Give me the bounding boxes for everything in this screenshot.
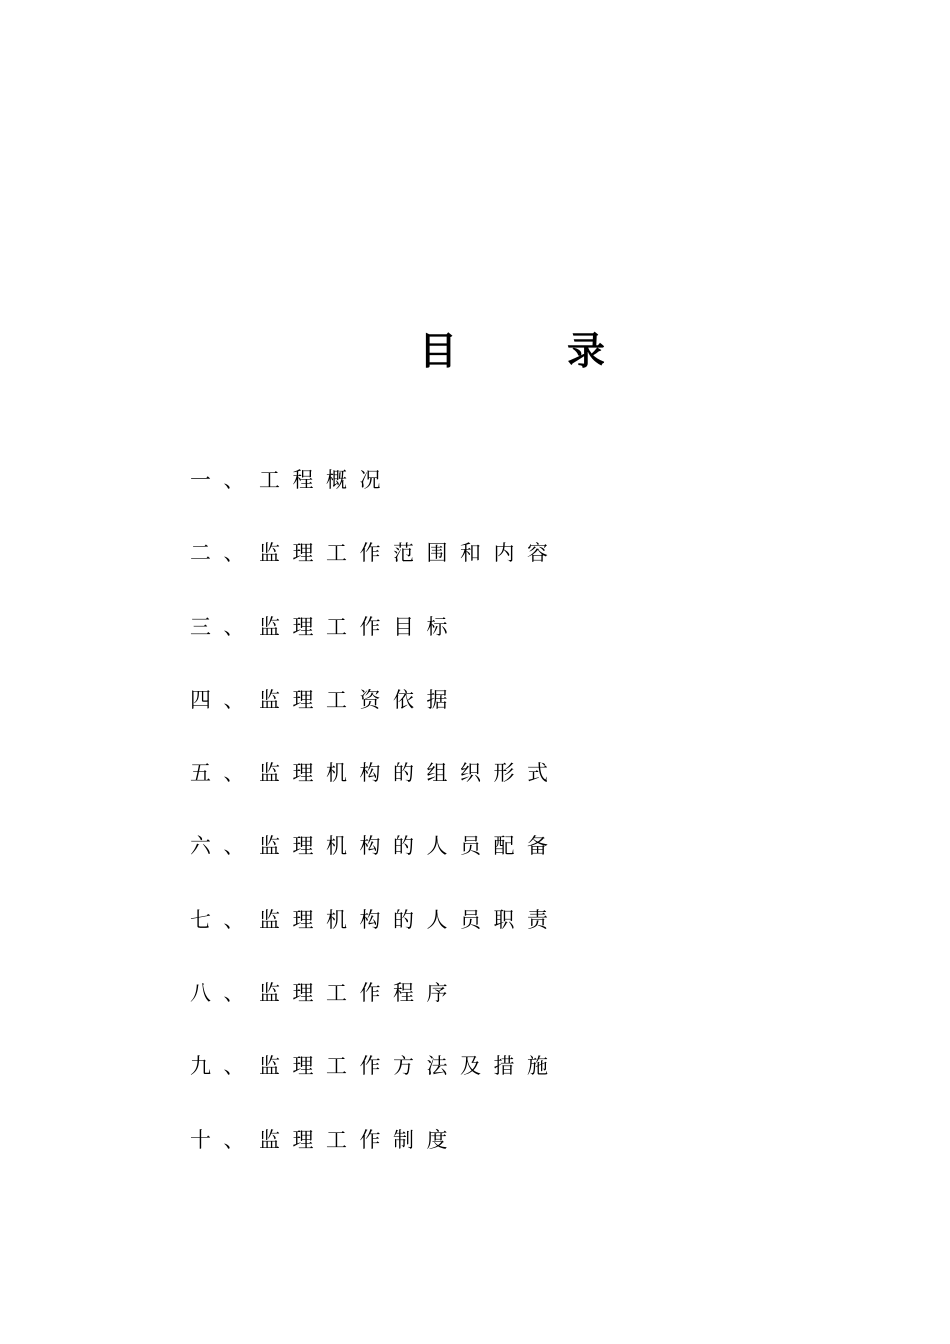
toc-label: 监理工作范围和内容	[259, 541, 561, 566]
toc-item-2	[190, 535, 790, 608]
table-of-contents	[190, 462, 790, 1195]
toc-item-10	[190, 1122, 790, 1195]
toc-number: 四、	[190, 687, 257, 712]
toc-label: 监理工作目标	[259, 614, 460, 639]
toc-item-4	[190, 682, 790, 755]
toc-item-3	[190, 609, 790, 682]
toc-label: 工程概况	[259, 468, 393, 492]
toc-number: 八、	[190, 981, 257, 1006]
toc-item-1	[190, 462, 790, 535]
toc-label: 监理机构的人员配备	[259, 834, 561, 859]
toc-item-9	[190, 1048, 790, 1121]
toc-number: 六、	[190, 834, 257, 859]
toc-number: 五、	[190, 761, 257, 786]
toc-item-6	[190, 828, 790, 901]
toc-label: 监理机构的人员职责	[259, 907, 561, 932]
toc-item-8	[190, 975, 790, 1048]
toc-label: 监理工作方法及措施	[259, 1054, 561, 1079]
toc-number: 二、	[190, 541, 257, 566]
toc-label: 监理工作程序	[259, 981, 460, 1006]
toc-item-5	[190, 755, 790, 828]
toc-number: 七、	[190, 907, 257, 932]
page-title	[0, 326, 950, 376]
toc-label: 监理机构的组织形式	[259, 761, 561, 786]
toc-label: 监理工资依据	[259, 687, 460, 712]
toc-label: 监理工作制度	[259, 1127, 460, 1152]
toc-number: 九、	[190, 1054, 257, 1079]
toc-number: 一、	[190, 468, 257, 492]
title-char-1: 目	[419, 329, 458, 373]
title-char-2: 录	[567, 329, 606, 373]
toc-item-7	[190, 902, 790, 975]
toc-number: 十、	[190, 1127, 257, 1152]
toc-number: 三、	[190, 614, 257, 639]
